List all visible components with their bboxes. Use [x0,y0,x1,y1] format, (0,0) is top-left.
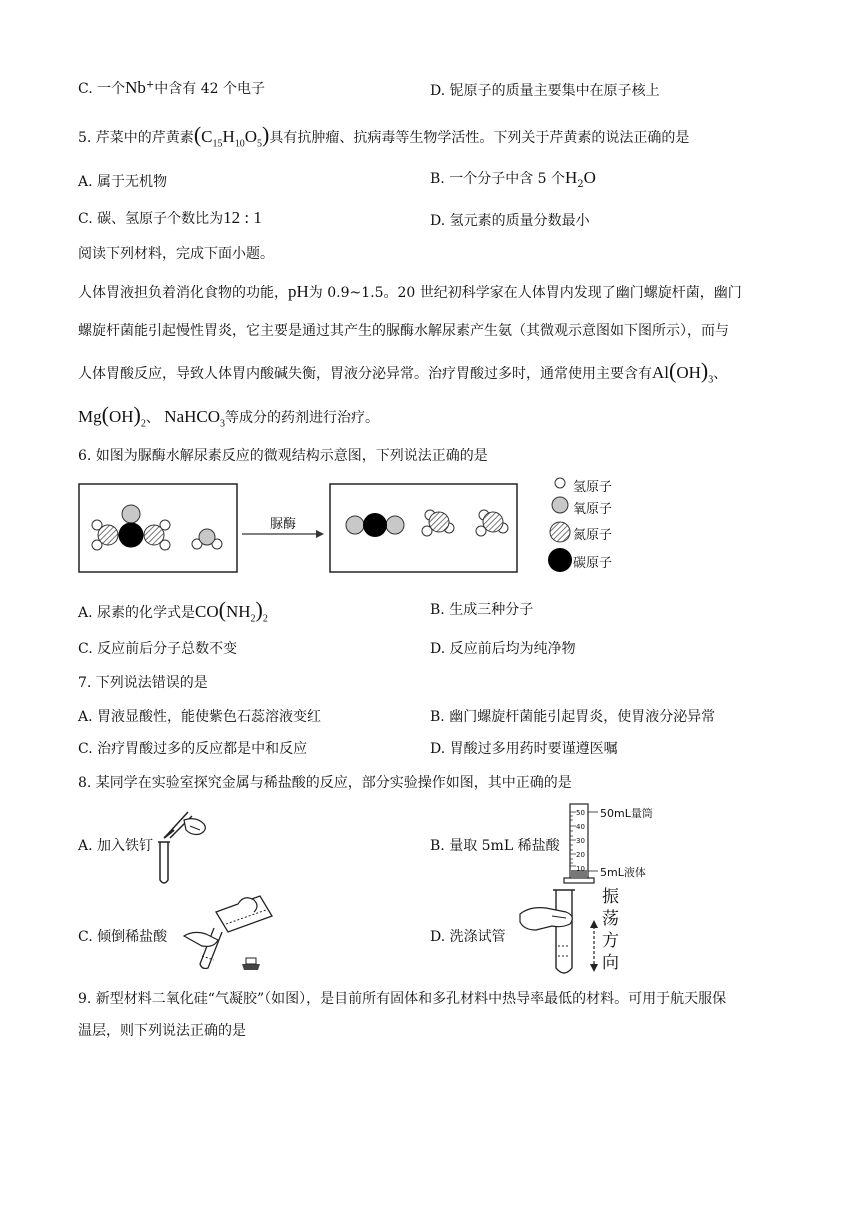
material-intro: 阅读下列材料，完成下面小题。 [78,246,274,262]
q6-option-a: A. 尿素的化学式是$CO(NH_2)_2$ [78,597,268,625]
q9-stem-line1: 9. 新型材料二氧化硅“气凝胶”（如图），是目前所有固体和多孔材料中热导率最低的材料。可用于航天服保 [78,991,727,1007]
arrow-label: 脲酶 [270,517,297,532]
q5-option-d: D. 氢元素的质量分数最小 [430,213,590,229]
shake-direction-arrow [588,918,600,974]
q6-option-c: C. 反应前后分子总数不变 [78,641,238,657]
q5-option-c: C. 碳、氢原子个数比为12 : 1 [78,208,262,227]
fig-pour-acid [180,890,280,974]
q8-option-a: A. 加入铁钉 [78,838,154,854]
q5-stem: 5. 芹菜中的芹黄素$(C_{15}H_{10}O_5)$具有抗肿瘤、抗病毒等生物学活性。下列关于芹黄素的说法正确的是 [78,122,690,150]
material-p4: $Mg(OH)_2$、 NaHCO$_3$等成分的药剂进行治疗。 [78,402,380,430]
q6-stem: 6. 如图为脲酶水解尿素反应的微观结构示意图，下列说法正确的是 [78,448,488,464]
legend-nitrogen: 氮原子 [573,528,613,543]
q4-option-d: D. 铌原子的质量主要集中在原子核上 [430,83,660,99]
urea-reaction-diagram [78,477,638,573]
atom-legend [548,478,572,572]
q4-option-c: C. 一个Nb+中含有 42 个电子 [78,78,266,97]
q7-option-d: D. 胃酸过多用药时要谨遵医嘱 [430,741,618,757]
fig-add-iron-nail [154,806,214,886]
q8-option-b: B. 量取 5mL 稀盐酸 [430,838,560,854]
material-p1: 人体胃液担负着消化食物的功能，pH为 0.9~1.5。20 世纪初科学家在人体胃内发现了幽门螺旋杆菌，幽门 [78,282,742,301]
q7-option-a: A. 胃液显酸性，能使紫色石蕊溶液变红 [78,709,322,725]
q5-option-b: B. 一个分子中含 5 个$H_2O$ [430,168,596,190]
cylinder-liquid-label: 5mL液体 [600,866,646,879]
shake-direction-label: 振 荡 方 向 [602,887,619,973]
q8-option-c: C. 倾倒稀盐酸 [78,929,168,945]
q7-option-b: B. 幽门螺旋杆菌能引起胃炎，使胃液分泌异常 [430,709,716,725]
q6-option-d: D. 反应前后均为纯净物 [430,641,576,657]
q6-option-b: B. 生成三种分子 [430,602,534,618]
cylinder-top-label: 50mL量筒 [600,807,653,820]
q8-stem: 8. 某同学在实验室探究金属与稀盐酸的反应，部分实验操作如图，其中正确的是 [78,775,572,791]
q5-option-a: A. 属于无机物 [78,174,168,190]
legend-hydrogen: 氢原子 [573,480,613,495]
material-p3: 人体胃酸反应，导致人体胃内酸碱失衡，胃液分泌异常。治疗胃酸过多时，通常使用主要含有$Al(OH)_3$、 [78,358,728,386]
q7-option-c: C. 治疗胃酸过多的反应都是中和反应 [78,741,308,757]
legend-oxygen: 氧原子 [573,502,613,517]
q7-stem: 7. 下列说法错误的是 [78,675,208,691]
fig-wash-test-tube [516,886,586,978]
q9-stem-line2: 温层，则下列说法正确的是 [78,1023,246,1039]
material-p2: 螺旋杆菌能引起慢性胃炎，它主要是通过其产生的脲酶水解尿素产生氨（其微观示意图如下图所示），而与 [78,323,729,339]
legend-carbon: 碳原子 [573,556,613,571]
q8-option-d: D. 洗涤试管 [430,929,506,945]
co2-molecule [346,513,404,537]
cylinder-tick-labels: 50 40 30 20 10 [576,809,585,873]
